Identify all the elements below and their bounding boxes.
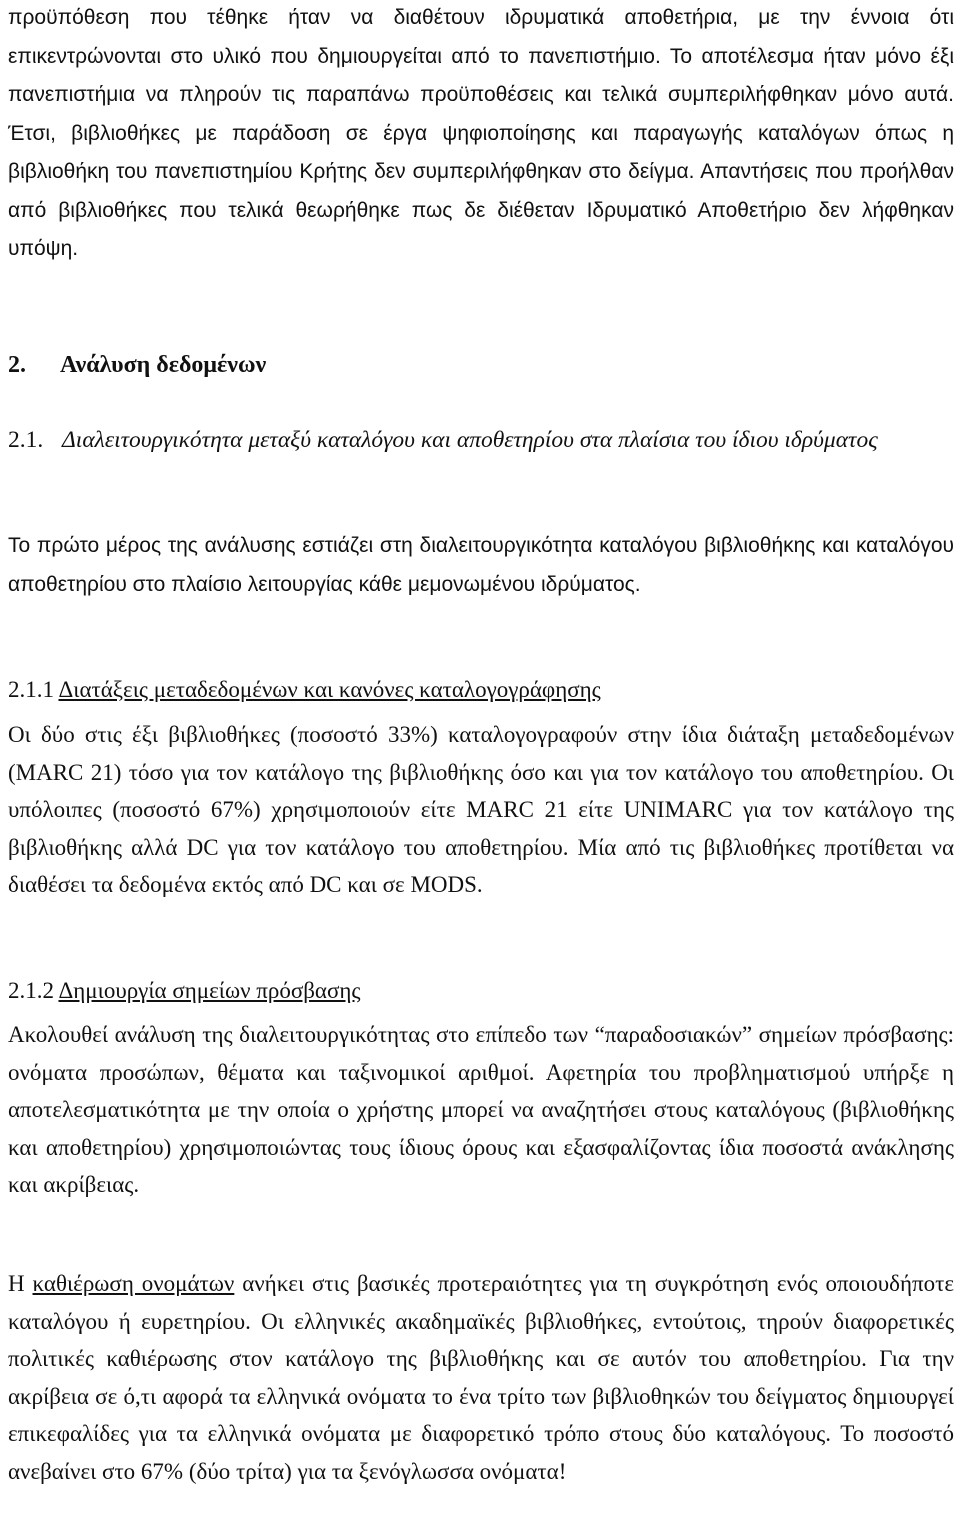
section-2-1-2-heading bbox=[8, 976, 954, 1006]
section-2-1-number: 2.1. bbox=[8, 427, 44, 453]
section-2-number: 2. bbox=[8, 352, 26, 378]
section-2-heading bbox=[8, 350, 954, 380]
intro-text: προϋπόθεση που τέθηκε ήταν να διαθέτουν ιδρυματικά αποθετήρια, με την έννοια ότι επικεντρώνονται στο υλικό που δημιουργείται από το πανεπιστήμιο. Το αποτέλεσμα ήταν μόνο έξι πανεπιστήμια να πληρούν τις παραπάνω προϋποθέσεις και τελικά συμπεριλήφθηκαν μόνο αυτά. Έτσι, βιβλιοθήκες με παράδοση σε έργα ψηφιοποίησης και παραγωγής καταλόγων όπως η βιβλιοθήκη του πανεπιστημίου Κρήτης δεν συμπεριλήφθηκαν στο δείγμα. Απαντήσεις που προήλθαν από βιβλιοθήκες που τελικά θεωρήθηκε πως δε διέθεταν Ιδρυματικό Αποθετήριο δεν λήφθηκαν υπόψη. bbox=[8, 6, 954, 260]
section-2-1-1-heading bbox=[8, 675, 954, 705]
section-2-1-2-number: 2.1.2 bbox=[8, 978, 54, 1003]
section-2-1-2-paragraph-1 bbox=[8, 1016, 954, 1204]
section-2-1-heading bbox=[8, 422, 954, 459]
section-2-1-2-text-1: Ακολουθεί ανάλυση της διαλειτουργικότητας στο επίπεδο των “παραδοσιακών” σημείων πρόσβασης: ονόματα προσώπων, θέματα και ταξινομικοί αριθμοί. Αφετηρία του προβληματισμού υπήρξε η αποτελεσματικότητα με την οποία ο χρήστης μπορεί να αναζητήσει στους καταλόγους (βιβλιοθήκης και αποθετηρίου) χρησιμοποιώντας τους ίδιους όρους και εξασφαλίζοντας ίδια ποσοστά ανάκλησης και ακρίβειας. bbox=[8, 1022, 954, 1198]
section-2-1-1-paragraph bbox=[8, 716, 954, 904]
section-2-1-1-number: 2.1.1 bbox=[8, 677, 54, 702]
section-2-1-text: Το πρώτο μέρος της ανάλυσης εστιάζει στη διαλειτουργικότητα καταλόγου βιβλιοθήκης και καταλόγου αποθετηρίου στο πλαίσιο λειτουργίας κάθε μεμονωμένου ιδρύματος. bbox=[8, 534, 954, 596]
section-2-1-paragraph bbox=[8, 527, 954, 604]
section-2-1-1-title: Διατάξεις μεταδεδομένων και κανόνες καταλογογράφησης bbox=[58, 677, 601, 702]
section-2-title: Ανάλυση δεδομένων bbox=[60, 352, 267, 378]
intro-paragraph bbox=[8, 0, 954, 269]
term-name-authority: καθιέρωση ονομάτων bbox=[32, 1271, 235, 1296]
section-2-1-1-text: Οι δύο στις έξι βιβλιοθήκες (ποσοστό 33%) καταλογογραφούν στην ίδια διάταξη μεταδεδομένων (MARC 21) τόσο για τον κατάλογο της βιβλιοθήκης όσο και για τον κατάλογο του αποθετηρίου. Οι υπόλοιπες (ποσοστό 67%) χρησιμοποιούν είτε MARC 21 είτε UNIMARC για τον κατάλογο της βιβλιοθήκης αλλά DC για τον κατάλογο του αποθετηρίου. Μία από τις βιβλιοθήκες προτίθεται να διαθέσει τα δεδομένα εκτός από DC και σε MODS. bbox=[8, 722, 954, 898]
section-2-1-2-text-2 bbox=[8, 1265, 954, 1491]
section-2-1-title: Διαλειτουργικότητα μεταξύ καταλόγου και αποθετηρίου στα πλαίσια του ίδιου ιδρύματος bbox=[62, 427, 878, 453]
section-2-1-2-paragraph-2 bbox=[8, 1265, 954, 1491]
section-2-1-2-title: Δημιουργία σημείων πρόσβασης bbox=[58, 978, 361, 1003]
p2-rest: ανήκει στις βασικές προτεραιότητες για τη συγκρότηση ενός οποιουδήποτε καταλόγου ή ευρετηρίου. Οι ελληνικές ακαδημαϊκές βιβλιοθήκες, εντούτοις, τηρούν διαφορετικές πολιτικές καθιέρωσης στον κατάλογο της βιβλιοθήκης και σε αυτόν του αποθετηρίου. Για την ακρίβεια σε ό,τι αφορά τα ελληνικά ονόματα το ένα τρίτο των βιβλιοθηκών του δείγματος δημιουργεί επικεφαλίδες για τα ελληνικά ονόματα με διαφορετικό τρόπο στους δύο καταλόγους. Το ποσοστό ανεβαίνει στο 67% (δύο τρίτα) για τα ξενόγλωσσα ονόματα! bbox=[8, 1271, 955, 1484]
p2-start: Η bbox=[8, 1271, 33, 1296]
